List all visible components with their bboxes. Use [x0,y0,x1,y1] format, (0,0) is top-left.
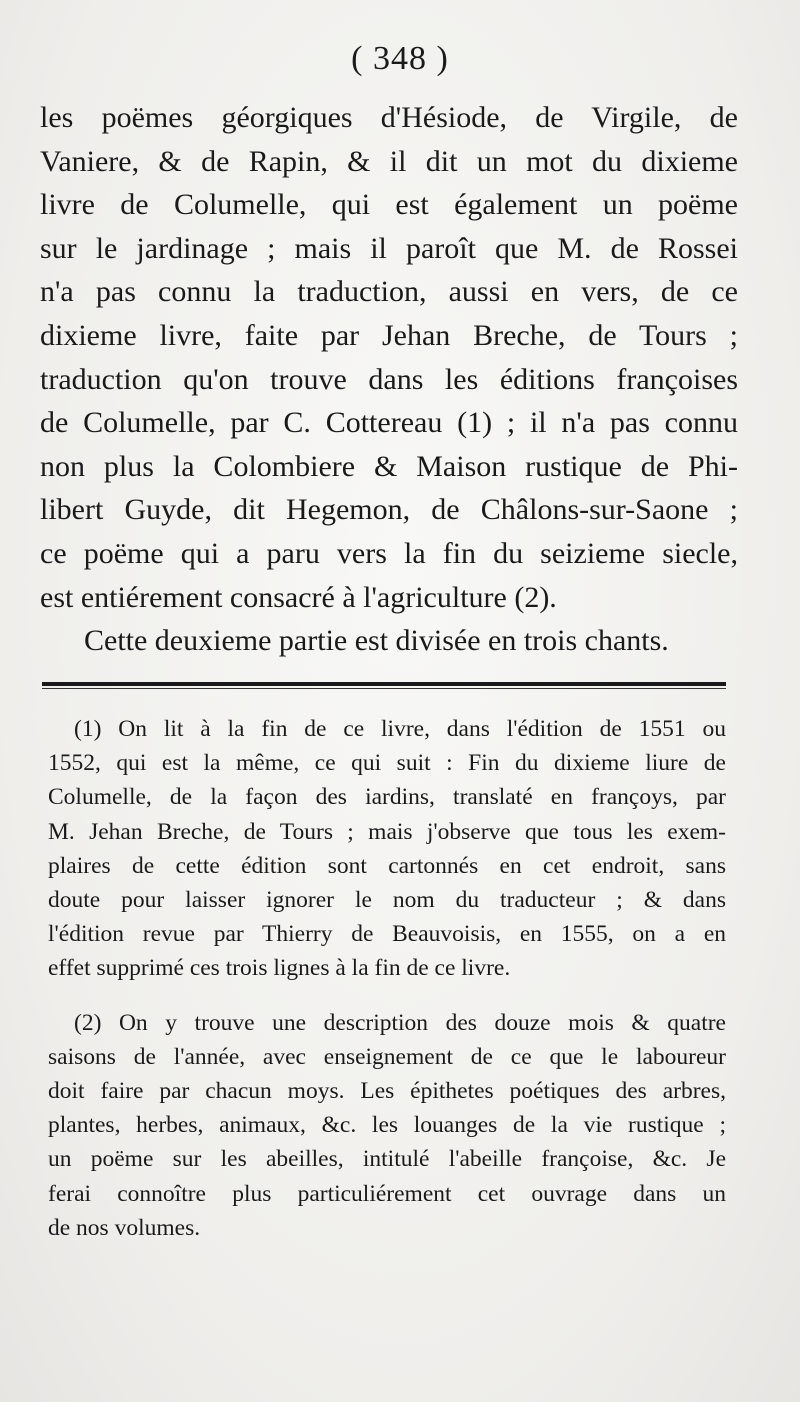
text-line: n'a pas connu la traduction, aussi en vers, de ce [40,275,738,309]
text-line: les poëmes géorgiques d'Hésiode, de Virgile, de [40,101,738,134]
page-number: ( 348 ) [351,40,449,77]
footnote-line: plaires de cette édition sont cartonnés en cet endroit, sans [48,852,726,879]
text-line: Cette deuxieme partie est divisée en trois chants. [84,624,669,658]
text-line: non plus la Colombiere & Maison rustique de Phi- [40,449,738,483]
footnote-rule [42,682,726,686]
footnote-line: effet supprimé ces trois lignes à la fin de ce livre. [48,955,511,982]
footnote-line: ferai connoître plus particuliérement cet ouvrage dans un [48,1180,726,1207]
footnote-line: Columelle, de la façon des iardins, translaté en françoys, par [48,784,726,811]
text-line: est entiérement consacré à l'agriculture (2). [40,580,557,614]
main-text [40,96,738,663]
footnote-2 [48,1006,726,1245]
text-line: traduction qu'on trouve dans les éditions françoises [40,362,738,396]
text-line: dixieme livre, faite par Jehan Breche, de Tours ; [40,318,738,352]
footnote-line: (1) On lit à la fin de ce livre, dans l'édition de 1551 ou [74,716,726,742]
text-line: ce poëme qui a paru vers la fin du seizieme siecle, [40,536,738,570]
footnote-line: un poëme sur les abeilles, intitulé l'abeille françoise, &c. Je [48,1146,726,1173]
footnote-line: l'édition revue par Thierry de Beauvoisis, en 1555, on a en [48,921,726,948]
footnote-line: plantes, herbes, animaux, &c. les louanges de la vie rustique ; [48,1112,726,1139]
footnote-line: M. Jehan Breche, de Tours ; mais j'observe que tous les exem- [48,818,726,845]
footnotes [48,712,726,1265]
footnote-line: doute pour laisser ignorer le nom du traducteur ; & dans [48,887,726,914]
text-line: livre de Columelle, qui est également un poëme [40,188,738,222]
text-line: de Columelle, par C. Cottereau (1) ; il n'a pas connu [40,406,738,440]
text-line: sur le jardinage ; mais il paroît que M. de Rossei [40,231,738,265]
footnote-line: (2) On y trouve une description des douze mois & quatre [74,1009,726,1036]
footnote-line: de nos volumes. [48,1214,201,1241]
footnote-line: saisons de l'année, avec enseignement de ce que le laboureur [48,1043,726,1070]
text-line: libert Guyde, dit Hegemon, de Châlons-sur-Saone ; [40,493,738,527]
footnote-rule-thin [42,688,726,689]
text-line: Vaniere, & de Rapin, & il dit un mot du dixieme [40,144,738,178]
footnote-line: 1552, qui est la même, ce qui suit : Fin du dixieme liure de [48,750,726,777]
footnote-line: doit faire par chacun moys. Les épithetes poétiques des arbres, [48,1078,726,1105]
footnote-1 [48,712,726,986]
